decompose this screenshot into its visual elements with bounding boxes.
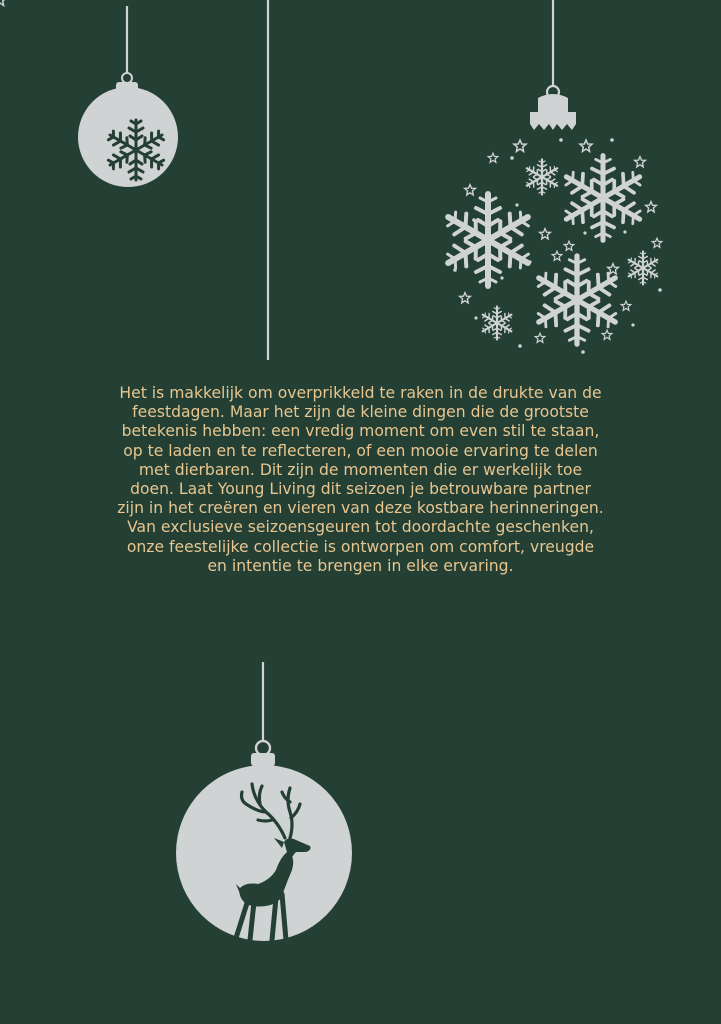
body-line: Van exclusieve seizoensgeuren tot doordachte geschenken,	[127, 518, 594, 537]
body-line: betekenis hebben: een vredig moment om even stil te staan,	[121, 422, 600, 441]
body-line: feestdagen. Maar het zijn de kleine dingen die de grootste	[132, 403, 589, 422]
body-line: met dierbaren. Dit zijn de momenten die er werkelijk toe	[138, 460, 583, 479]
body-line: Het is makkelijk om overprikkeld te raken in de drukte van de	[119, 384, 602, 402]
reindeer-bauble	[176, 741, 352, 941]
body-line: doen. Laat Young Living dit seizoen je betrouwbare partner	[130, 480, 591, 499]
body-line: op te laden en te reflecteren, of een mooie ervaring te delen	[123, 441, 598, 460]
small-snowflake-bauble	[78, 73, 178, 187]
body-line: zijn in het creëren en vieren van deze kostbare herinneringen.	[117, 499, 604, 518]
body-line: onze feestelijke collectie is ontworpen om comfort, vreugde	[126, 537, 595, 556]
snowflakes-and-stars-icon	[442, 156, 659, 344]
body-line: en intentie te brengen in elke ervaring.	[207, 556, 514, 575]
body-paragraph	[60, 384, 661, 576]
